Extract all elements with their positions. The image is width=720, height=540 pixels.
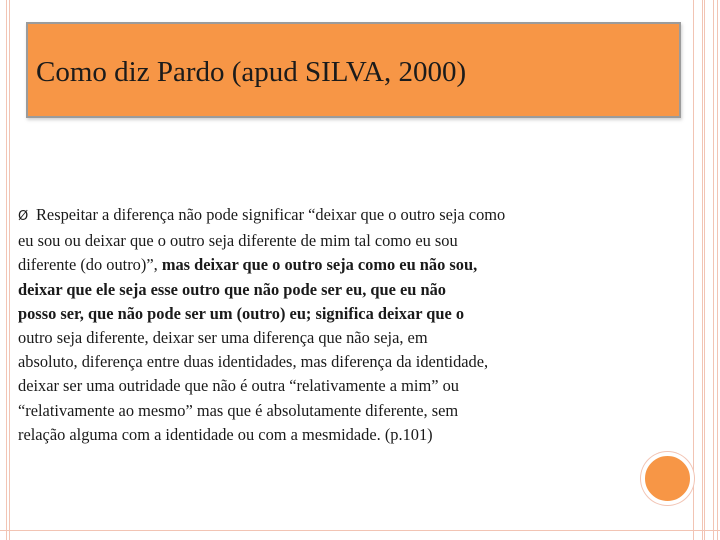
quote-text: absoluto, diferença entre duas identidades, mas diferença da identidade, — [18, 352, 489, 372]
quote-line — [18, 350, 618, 374]
quote-text: eu sou ou deixar que o outro seja diferente de mim tal como eu sou — [18, 231, 458, 251]
quote-line — [18, 326, 618, 350]
quote-line — [18, 399, 618, 423]
quote-line — [18, 302, 618, 326]
quote-text: Respeitar a diferença não pode significar “deixar que o outro seja como — [36, 205, 506, 224]
quote-text: deixar ser uma outridade que não é outra “relativamente a mim” ou — [18, 376, 459, 396]
quote-text: “relativamente ao mesmo” mas que é absolutamente diferente, sem — [18, 400, 459, 420]
bullet-arrow-icon: Ø — [18, 209, 29, 224]
quote-line — [18, 229, 618, 253]
quote-line — [18, 423, 618, 447]
quote-text-bold: mas deixar que o outro seja como eu não sou, — [161, 255, 478, 275]
slide-frame-right-outer — [714, 0, 718, 540]
slide-title: Como diz Pardo (apud SILVA, 2000) — [36, 56, 467, 88]
quote-line — [18, 374, 618, 398]
decorative-circle — [641, 452, 694, 505]
quote-line — [18, 278, 618, 302]
quote-text: relação alguma com a identidade ou com a mesmidade. (p.101) — [18, 424, 433, 444]
title-box — [26, 22, 681, 118]
quote-line — [18, 253, 618, 277]
quote-block — [18, 203, 618, 447]
quote-text-bold: posso ser, que não pode ser um (outro) eu; significa deixar que o — [18, 303, 465, 323]
quote-text-bold: deixar que ele seja esse outro que não pode ser eu, que eu não — [18, 279, 446, 299]
slide-frame-bottom — [0, 530, 720, 531]
slide-frame-right — [693, 0, 714, 540]
quote-text: diferente (do outro)”, — [18, 255, 162, 275]
slide-frame-left — [6, 0, 10, 540]
quote-line — [18, 203, 618, 229]
slide-frame-right-inner — [702, 0, 705, 540]
quote-text: outro seja diferente, deixar ser uma diferença que não seja, em — [18, 328, 428, 348]
